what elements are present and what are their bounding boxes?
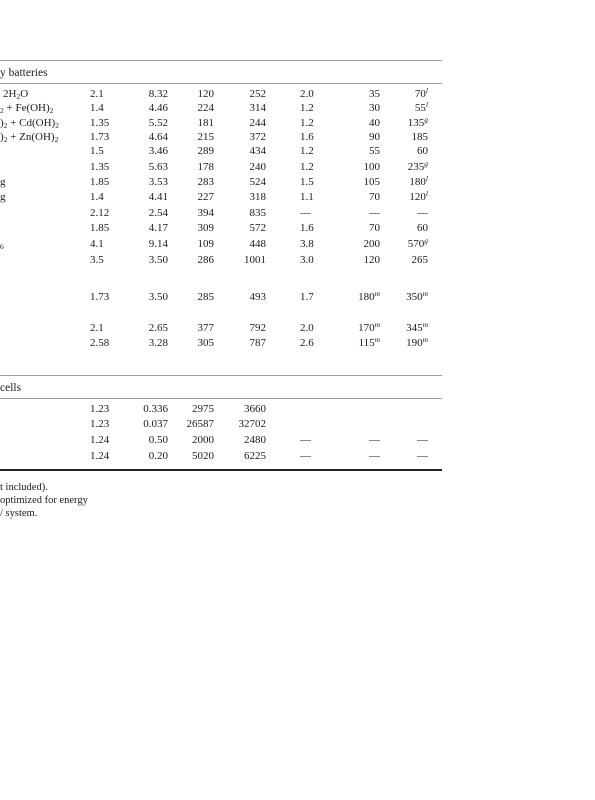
footnote-marker: m <box>374 289 380 298</box>
table-cell: 305 <box>197 337 214 349</box>
table-cell: 1001 <box>244 254 266 266</box>
table-cell: 3660 <box>244 403 266 415</box>
subscript: 2 <box>16 92 21 101</box>
table-cell: 180$^m$ <box>358 289 380 303</box>
table-cell: 3.50 <box>148 254 168 266</box>
table-cell: — <box>417 207 428 219</box>
table-cell: — <box>417 450 428 462</box>
table-cell: 1.6 <box>300 222 314 234</box>
table-cell: 35 <box>369 88 380 100</box>
table-cell: 3.0 <box>300 254 314 266</box>
table-cell: 244 <box>249 117 266 129</box>
section-rule <box>0 83 442 84</box>
subscript: 2 <box>3 121 8 130</box>
table-row <box>0 449 442 463</box>
table-cell: 350$^m$ <box>406 289 428 303</box>
table-cell: 570$^g$ <box>407 236 428 250</box>
table-cell: 787 <box>249 337 266 349</box>
table-cell: 32702 <box>238 418 266 430</box>
section-heading-fuel-cells: cells <box>0 382 22 394</box>
table-row <box>0 101 442 115</box>
table-cell: 1.1 <box>300 191 314 203</box>
table-cell: 5020 <box>192 450 214 462</box>
footnote-marker: m <box>422 289 428 298</box>
table-row <box>0 402 442 416</box>
table-cell: 215 <box>197 131 214 143</box>
table-cell: 2975 <box>192 403 214 415</box>
table-cell: 524 <box>249 176 266 188</box>
table-cell: 394 <box>197 207 214 219</box>
table-row <box>0 417 442 431</box>
row-label: g <box>0 176 6 188</box>
table-cell: 265 <box>411 254 428 266</box>
table-cell: 2.54 <box>148 207 168 219</box>
row-label: )$_2 + Cd(OH)_2$ <box>0 117 59 130</box>
table-cell: 170$^m$ <box>358 320 380 334</box>
table-row <box>0 116 442 130</box>
table-cell: 0.037 <box>143 418 168 430</box>
subscript: 2 <box>54 135 59 144</box>
footnote-marker: m <box>422 320 428 329</box>
table-row <box>0 253 442 267</box>
table-cell: 26587 <box>186 418 214 430</box>
table-cell: 5.52 <box>148 117 168 129</box>
row-label <box>0 237 4 251</box>
subscript: 6 <box>0 242 4 251</box>
table-cell: 792 <box>249 322 266 334</box>
table-cell: 372 <box>249 131 266 143</box>
table-cell: 1.2 <box>300 117 314 129</box>
table-cell: 448 <box>249 238 266 250</box>
table-cell: 8.32 <box>148 88 168 100</box>
row-label: )$_2 + Zn(OH)_2$ <box>0 131 59 144</box>
table-cell: 200 <box>363 238 380 250</box>
table-row <box>0 290 442 304</box>
table-cell: 2480 <box>244 434 266 446</box>
table-cell: 2.0 <box>300 88 314 100</box>
table-cell: 2.0 <box>300 322 314 334</box>
table-cell: 227 <box>197 191 214 203</box>
table-cell: 2.58 <box>90 337 110 349</box>
table-cell: 70 <box>369 191 380 203</box>
table-cell: 1.4 <box>90 102 104 114</box>
table-cell: 105 <box>363 176 380 188</box>
footnote-marker: l <box>425 86 428 95</box>
table-cell: 1.73 <box>90 131 110 143</box>
table-cell: 309 <box>197 222 214 234</box>
table-cell: 120 <box>197 88 214 100</box>
table-cell: 60 <box>417 222 428 234</box>
table-cell: 289 <box>197 145 214 157</box>
footnote-marker: l <box>425 174 428 183</box>
subscript: 2 <box>3 135 8 144</box>
table-cell: — <box>369 207 380 219</box>
row-label: $_2 + Fe(OH)_2$ <box>0 102 54 115</box>
table-cell: 90 <box>369 131 380 143</box>
table-cell: 1.4 <box>90 191 104 203</box>
table-cell: 314 <box>249 102 266 114</box>
table-row <box>0 87 442 101</box>
table-cell: 6225 <box>244 450 266 462</box>
table-cell: 1.5 <box>90 145 104 157</box>
table-cell: 2000 <box>192 434 214 446</box>
table-cell: — <box>300 207 311 219</box>
table-cell: 1.73 <box>90 291 110 303</box>
section-rule <box>0 398 442 399</box>
table-cell: 3.28 <box>148 337 168 349</box>
footnote-marker: g <box>424 115 428 124</box>
table-cell: 1.85 <box>90 222 110 234</box>
table-cell: 0.336 <box>143 403 168 415</box>
table-cell: 493 <box>249 291 266 303</box>
footnote-marker: l <box>425 100 428 109</box>
table-cell: 4.64 <box>148 131 168 143</box>
top-rule <box>0 60 442 61</box>
table-cell: 2.1 <box>90 322 104 334</box>
row-label: $2H_2O$ <box>3 88 29 101</box>
table-cell: 1.5 <box>300 176 314 188</box>
table-bottom-rule <box>0 469 442 471</box>
table-row <box>0 175 442 189</box>
table-cell: 4.46 <box>148 102 168 114</box>
table-cell: 178 <box>197 161 214 173</box>
table-cell: 240 <box>249 161 266 173</box>
table-cell: 70 <box>369 222 380 234</box>
table-cell: 1.2 <box>300 161 314 173</box>
table-cell: 1.6 <box>300 131 314 143</box>
table-cell: 60 <box>417 145 428 157</box>
table-cell: 9.14 <box>148 238 168 250</box>
table-cell: 4.1 <box>90 238 104 250</box>
table-cell: 0.50 <box>148 434 168 446</box>
table-cell: 345$^m$ <box>406 320 428 334</box>
table-row <box>0 190 442 204</box>
table-cell: 835 <box>249 207 266 219</box>
table-cell: 1.24 <box>90 450 110 462</box>
table-row <box>0 237 442 251</box>
footnote-marker: l <box>425 189 428 198</box>
row-label: g <box>0 191 6 203</box>
table-cell: 2.1 <box>90 88 104 100</box>
subscript: 2 <box>49 106 54 115</box>
table-row <box>0 221 442 235</box>
section-divider-rule <box>0 375 442 376</box>
table-row <box>0 144 442 158</box>
table-cell: 2.12 <box>90 207 110 219</box>
table-cell: 252 <box>249 88 266 100</box>
table-row <box>0 336 442 350</box>
footnote-marker: m <box>374 335 380 344</box>
table-cell: 1.85 <box>90 176 110 188</box>
table-cell: 285 <box>197 291 214 303</box>
subscript: 2 <box>55 121 59 130</box>
section-heading-rechargeable: y batteries <box>0 67 48 79</box>
table-cell: 1.2 <box>300 102 314 114</box>
table-cell: 109 <box>197 238 214 250</box>
table-cell: 318 <box>249 191 266 203</box>
table-cell: 3.8 <box>300 238 314 250</box>
table-cell: 3.53 <box>148 176 168 188</box>
table-cell: 190$^m$ <box>406 335 428 349</box>
table-cell: 572 <box>249 222 266 234</box>
table-cell: — <box>417 434 428 446</box>
table-cell: 115$^m$ <box>358 335 380 349</box>
table-cell: 3.46 <box>148 145 168 157</box>
table-cell: 1.2 <box>300 145 314 157</box>
table-cell: 55$^l$ <box>414 100 428 114</box>
table-cell: 120 <box>363 254 380 266</box>
table-cell: 1.7 <box>300 291 314 303</box>
table-cell: — <box>369 434 380 446</box>
table-cell: 235$^g$ <box>407 159 428 173</box>
table-cell: 283 <box>197 176 214 188</box>
table-cell: — <box>300 434 311 446</box>
table-cell: 120$^l$ <box>409 189 428 203</box>
table-cell: 100 <box>363 161 380 173</box>
table-row <box>0 130 442 144</box>
table-cell: 4.17 <box>148 222 168 234</box>
table-cell: 40 <box>369 117 380 129</box>
table-cell: — <box>369 450 380 462</box>
table-cell: 2.6 <box>300 337 314 349</box>
table-cell: 1.35 <box>90 161 110 173</box>
footnote-marker: m <box>374 320 380 329</box>
table-row <box>0 321 442 335</box>
table-cell: 181 <box>197 117 214 129</box>
table-cell: 286 <box>197 254 214 266</box>
table-cell: 5.63 <box>148 161 168 173</box>
table-cell: 135$^g$ <box>407 115 428 129</box>
table-cell: 4.41 <box>148 191 168 203</box>
table-cell: 70$^l$ <box>414 86 428 100</box>
subscript: 2 <box>0 106 4 115</box>
table-cell: 377 <box>197 322 214 334</box>
table-cell: 1.24 <box>90 434 110 446</box>
table-cell: 0.20 <box>148 450 168 462</box>
table-cell: 224 <box>197 102 214 114</box>
table-cell: 185 <box>411 131 428 143</box>
table-cell: 1.23 <box>90 403 110 415</box>
footnote-line-1: t included). <box>0 482 48 493</box>
table-cell: — <box>300 450 311 462</box>
footnote-marker: m <box>422 335 428 344</box>
table-row <box>0 206 442 220</box>
footnote-line-2: optimized for energy <box>0 495 88 506</box>
table-cell: 180$^l$ <box>409 174 428 188</box>
footnote-line-3: / system. <box>0 508 38 519</box>
table-cell: 2.65 <box>148 322 168 334</box>
table-row <box>0 433 442 447</box>
table-cell: 30 <box>369 102 380 114</box>
table-cell: 1.23 <box>90 418 110 430</box>
table-cell: 1.35 <box>90 117 110 129</box>
footnote-marker: g <box>424 159 428 168</box>
table-cell: 55 <box>369 145 380 157</box>
table-row <box>0 160 442 174</box>
table-cell: 3.5 <box>90 254 104 266</box>
table-cell: 3.50 <box>148 291 168 303</box>
table-cell: 434 <box>249 145 266 157</box>
footnote-marker: g <box>424 236 428 245</box>
